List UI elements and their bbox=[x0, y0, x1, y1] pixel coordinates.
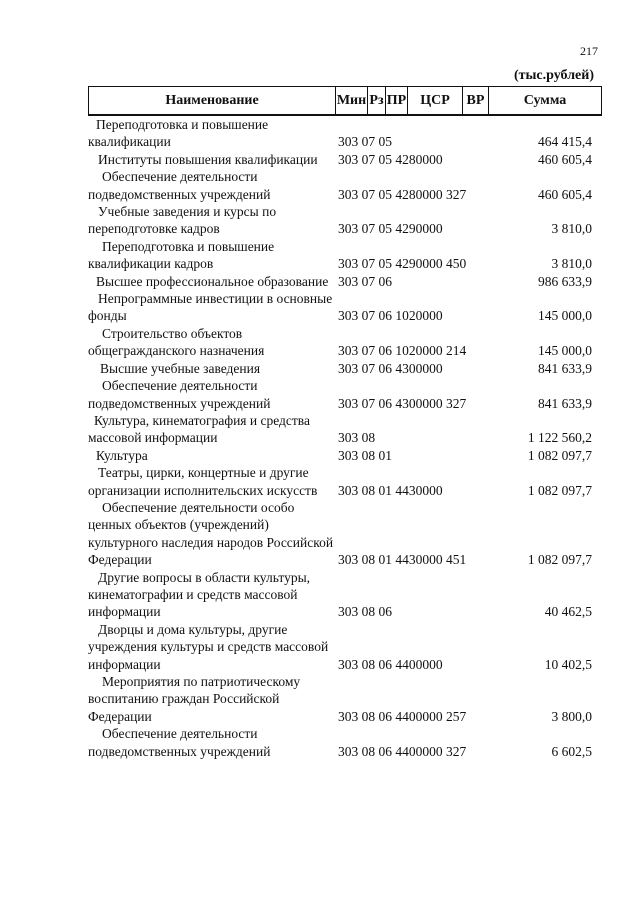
row-name: Переподготовка и повышение квалификации кадров bbox=[88, 238, 275, 272]
row-sum: 40 462,5 bbox=[544, 604, 592, 620]
column-header-sum: Сумма bbox=[523, 92, 567, 108]
row-name: Мероприятия по патриотическому воспитанию граждан Российской Федерации bbox=[88, 674, 301, 724]
row-sum: 464 415,4 bbox=[538, 134, 592, 150]
table-row bbox=[88, 377, 602, 412]
units-label: (тыс.рублей) bbox=[513, 68, 594, 83]
row-codes: 303 08 06 4400000 257 bbox=[338, 708, 467, 724]
row-sum: 986 633,9 bbox=[538, 273, 592, 289]
row-name: Институты повышения квалификации bbox=[98, 151, 318, 167]
row-name: Культура bbox=[96, 447, 148, 463]
row-codes: 303 07 05 4290000 450 bbox=[338, 256, 467, 272]
row-sum: 145 000,0 bbox=[538, 343, 592, 359]
row-codes: 303 08 06 bbox=[338, 604, 392, 620]
table-row bbox=[88, 238, 602, 273]
column-header-csr: ЦСР bbox=[408, 87, 463, 114]
row-codes: 303 07 06 bbox=[338, 273, 392, 289]
table-row bbox=[88, 273, 602, 290]
row-codes: 303 08 bbox=[338, 430, 376, 446]
table-row bbox=[88, 151, 602, 168]
table-row bbox=[88, 673, 602, 725]
column-header-min: Мин bbox=[336, 87, 368, 114]
row-name: Обеспечение деятельности подведомственных учреждений bbox=[88, 378, 271, 411]
table-row bbox=[88, 360, 602, 377]
row-codes: 303 07 05 4280000 bbox=[338, 151, 443, 167]
row-codes: 303 07 05 4290000 bbox=[338, 221, 443, 237]
budget-table bbox=[88, 86, 602, 760]
column-header-rz: Рз bbox=[368, 87, 386, 114]
row-sum: 3 810,0 bbox=[551, 221, 592, 237]
row-codes: 303 08 01 bbox=[338, 447, 392, 463]
row-sum: 460 605,4 bbox=[538, 151, 592, 167]
row-name: Высшее профессиональное образование bbox=[96, 273, 329, 289]
row-sum: 460 605,4 bbox=[538, 186, 592, 202]
row-codes: 303 07 05 4280000 327 bbox=[338, 186, 467, 202]
row-name: Обеспечение деятельности подведомственных учреждений bbox=[88, 169, 271, 202]
table-row bbox=[88, 569, 602, 621]
row-codes: 303 08 06 4400000 327 bbox=[338, 743, 467, 759]
row-codes: 303 08 06 4400000 bbox=[338, 656, 443, 672]
row-codes: 303 07 05 bbox=[338, 134, 392, 150]
table-row bbox=[88, 464, 602, 499]
row-sum: 10 402,5 bbox=[544, 656, 592, 672]
column-header-pr: ПР bbox=[386, 87, 408, 114]
row-name: Обеспечение деятельности подведомственных учреждений bbox=[88, 726, 271, 759]
row-codes: 303 08 01 4430000 451 bbox=[338, 552, 467, 568]
column-header-vr: ВР bbox=[463, 87, 489, 114]
row-codes: 303 08 01 4430000 bbox=[338, 482, 443, 498]
row-sum: 1 082 097,7 bbox=[527, 482, 592, 498]
row-codes: 303 07 06 1020000 bbox=[338, 308, 443, 324]
row-sum: 1 122 560,2 bbox=[527, 430, 592, 446]
row-name: Высшие учебные заведения bbox=[100, 360, 261, 376]
row-codes: 303 07 06 4300000 bbox=[338, 360, 443, 376]
row-sum: 1 082 097,7 bbox=[527, 447, 592, 463]
table-row bbox=[88, 168, 602, 203]
table-header bbox=[88, 86, 602, 116]
row-name: Другие вопросы в области культуры, кинематографии и средств массовой информации bbox=[88, 569, 311, 620]
table-row bbox=[88, 203, 602, 238]
row-sum: 841 633,9 bbox=[538, 360, 592, 376]
row-name: Переподготовка и повышение квалификации bbox=[88, 117, 269, 150]
row-name: Дворцы и дома культуры, другие учреждения культуры и средств массовой информации bbox=[88, 621, 329, 672]
row-name: Непрограммные инвестиции в основные фонды bbox=[88, 291, 333, 324]
table-row bbox=[88, 290, 602, 325]
page-number: 217 bbox=[580, 44, 598, 58]
table-row bbox=[88, 412, 602, 447]
row-codes: 303 07 06 1020000 214 bbox=[338, 343, 467, 359]
row-sum: 3 810,0 bbox=[551, 256, 592, 272]
row-sum: 841 633,9 bbox=[538, 395, 592, 411]
table-row bbox=[88, 325, 602, 360]
row-sum: 6 602,5 bbox=[551, 743, 592, 759]
column-header-name: Наименование bbox=[89, 87, 336, 114]
table-row bbox=[88, 447, 602, 464]
row-name: Театры, цирки, концертные и другие организации исполнительских искусств bbox=[88, 465, 318, 498]
table-row bbox=[88, 499, 602, 569]
row-name: Культура, кинематография и средства массовой информации bbox=[88, 412, 310, 446]
row-sum: 1 082 097,7 bbox=[527, 552, 592, 568]
row-codes: 303 07 06 4300000 327 bbox=[338, 395, 467, 411]
table-row bbox=[88, 116, 602, 151]
row-name: Обеспечение деятельности особо ценных объектов (учреждений) культурного наследия народов Российской Федерации bbox=[88, 499, 334, 568]
table-row bbox=[88, 725, 602, 760]
row-name: Строительство объектов общегражданского назначения bbox=[88, 325, 265, 359]
row-sum: 3 800,0 bbox=[551, 708, 592, 724]
row-sum: 145 000,0 bbox=[538, 308, 592, 324]
row-name: Учебные заведения и курсы по переподготовке кадров bbox=[88, 204, 277, 237]
table-body bbox=[88, 116, 602, 760]
table-row bbox=[88, 621, 602, 673]
